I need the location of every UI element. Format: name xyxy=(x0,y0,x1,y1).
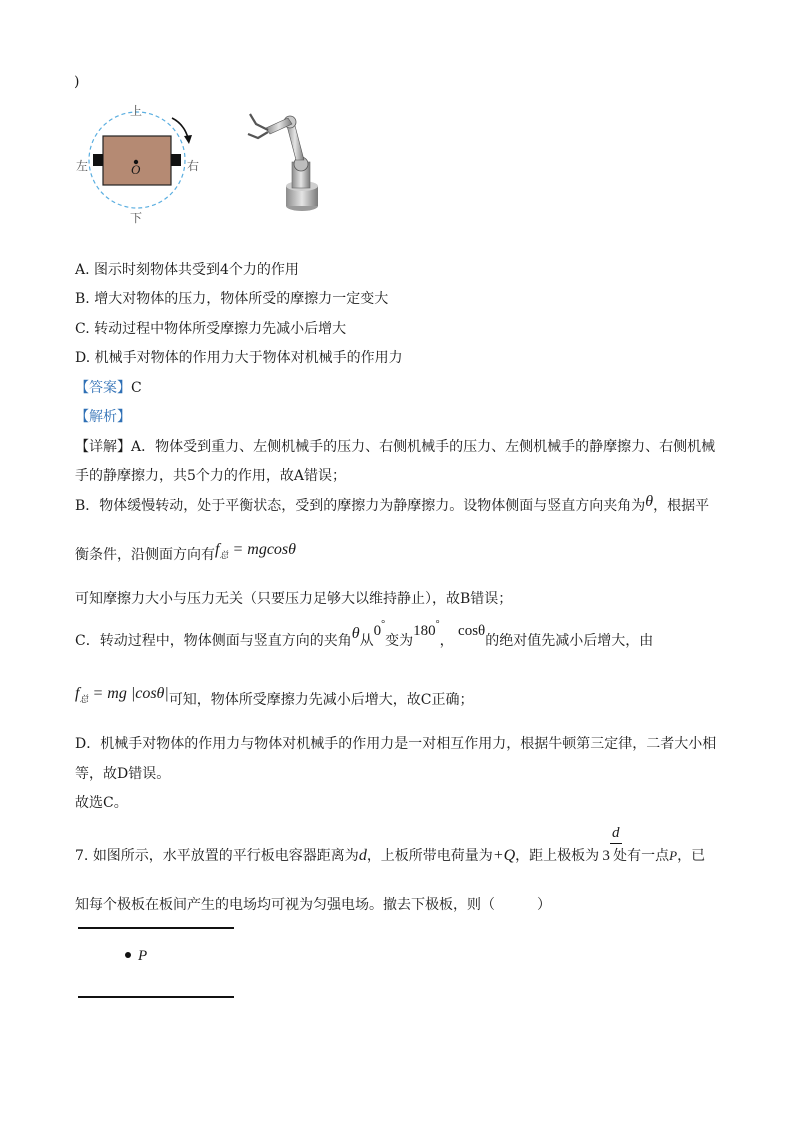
rotation-arrowhead xyxy=(184,135,192,144)
right-gripper xyxy=(171,154,181,166)
detail-c-line1: C．转动过程中，物体侧面与竖直方向的夹角θ从0°变为180°， cosθ的绝对值先减小后增大，由 xyxy=(75,619,654,649)
detail-a-line1: 【详解】A．物体受到重力、左侧机械手的压力、右侧机械手的压力、左侧机械手的静摩擦力、右侧机械 xyxy=(75,439,716,455)
option-d: D. 机械手对物体的作用力大于物体对机械手的作用力 xyxy=(75,350,403,366)
fraction-numerator: d xyxy=(612,825,620,841)
equation-abs-cos: $f_总$ = mg |cosθ| xyxy=(75,685,169,704)
rotation-arrow xyxy=(172,118,188,138)
robot-arm-image xyxy=(244,104,322,216)
continuation-paren: ) xyxy=(74,74,80,90)
detail-d-line2: 等，故D错误。 xyxy=(75,766,171,782)
detail-b-line2: 衡条件，沿侧面方向有$f_总 = mgcos\theta$ xyxy=(75,541,297,563)
label-top: 上 xyxy=(130,104,143,118)
point-p-dot xyxy=(125,952,131,958)
option-b: B. 增大对物体的压力，物体所受的摩擦力一定变大 xyxy=(75,291,389,307)
upper-plate xyxy=(78,927,234,929)
detail-b-line1: B．物体缓慢转动，处于平衡状态，受到的摩擦力为静摩擦力。设物体侧面与竖直方向夹角为θ，根据平 xyxy=(75,493,710,514)
label-right: 右 xyxy=(187,159,200,173)
detail-c-line2: $f_总$ = mg |cosθ|可知，物体所受摩擦力先减小后增大，故C正确； xyxy=(75,685,474,708)
analysis-tag: 【解析】 xyxy=(75,409,131,425)
detail-b-line3: 可知摩擦力大小与压力无关（只要压力足够大以维持静止），故B错误； xyxy=(75,591,513,607)
fraction-bar xyxy=(610,843,622,844)
lower-plate xyxy=(78,996,234,998)
q7-line1: 7. 如图所示，水平放置的平行板电容器距离为d，上板所带电荷量为+Q，距上极板为 3 处有一点P，已 xyxy=(75,847,706,864)
point-p-label: P xyxy=(138,948,148,964)
answer-line: 【答案】C xyxy=(75,380,142,396)
conclusion: 故选C。 xyxy=(75,795,128,811)
option-c: C. 转动过程中物体所受摩擦力先减小后增大 xyxy=(75,321,347,337)
equation-friction: $f_总 = mgcos\theta$ xyxy=(215,541,297,560)
option-a: A. 图示时刻物体共受到4个力的作用 xyxy=(75,262,299,278)
label-bottom: 下 xyxy=(130,211,143,225)
left-gripper xyxy=(93,154,103,166)
label-left: 左 xyxy=(76,159,89,173)
q7-line2: 知每个极板在板间产生的电场均可视为匀强电场。撤去下极板，则（ ） xyxy=(75,897,551,913)
detail-a-line2: 手的静摩擦力，共5个力的作用，故A错误； xyxy=(75,468,347,484)
label-center: O xyxy=(131,162,141,177)
detail-d-line1: D．机械手对物体的作用力与物体对机械手的作用力是一对相互作用力，根据牛顿第三定律，二者大小相 xyxy=(75,736,717,752)
